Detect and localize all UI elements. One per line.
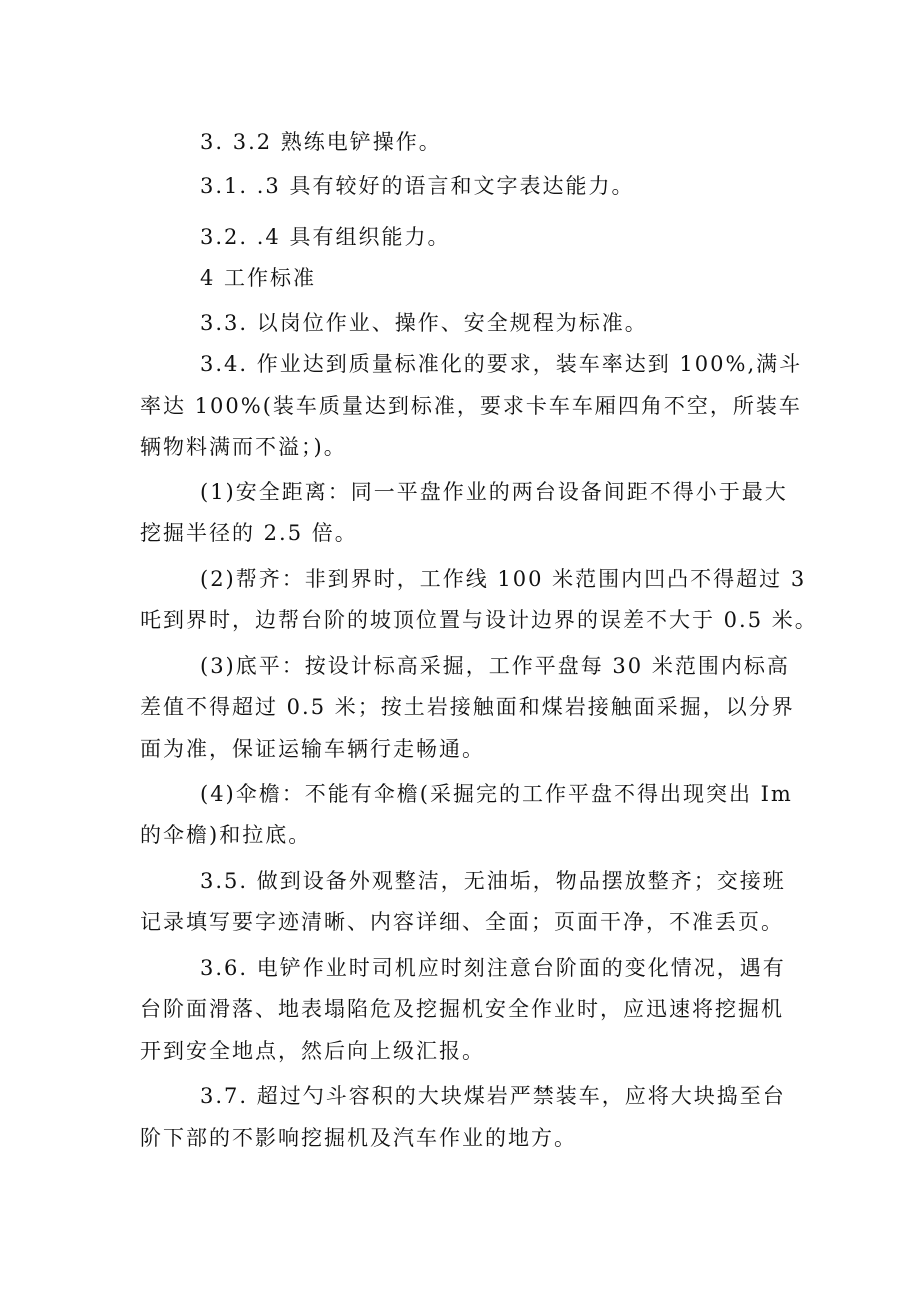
text-line: 面为准，保证运输车辆行走畅通。 [140,737,485,761]
text-line: 3.1. .3 具有较好的语言和文字表达能力。 [200,174,635,198]
text-line: 3.2. .4 具有组织能力。 [200,225,451,249]
text-line: 吒到界时，边帮台阶的坡顶位置与设计边界的误差不大于 0.5 米。 [140,608,818,632]
text-line: 开到安全地点，然后向上级汇报。 [140,1039,485,1063]
text-line: 3.4. 作业达到质量标准化的要求，装车率达到 100%,满斗 [200,352,803,376]
text-line: 记录填写要字迹清晰、内容详细、全面；页面干净，不准丢页。 [140,910,784,934]
text-line: (1)安全距离：同一平盘作业的两台设备间距不得小于最大 [200,480,788,504]
text-line: 台阶面滑落、地表塌陷危及挖掘机安全作业时，应迅速将挖掘机 [140,997,784,1021]
text-line: 3.5. 做到设备外观整洁，无油垢，物品摆放整齐；交接班 [200,869,786,893]
text-line: 挖掘半径的 2.5 倍。 [140,521,358,545]
text-line: 3.3. 以岗位作业、操作、安全规程为标准。 [200,311,648,335]
section-heading: 4 工作标准 [200,266,317,290]
text-line: (2)帮齐：非到界时，工作线 100 米范围内凹凸不得超过 3 [200,567,807,591]
text-line: 的伞檐)和拉底。 [140,823,312,847]
text-line: (4)伞檐：不能有伞檐(采掘完的工作平盘不得出现突出 Im [200,782,793,806]
text-line: 3.6. 电铲作业时司机应时刻注意台阶面的变化情况，遇有 [200,956,786,980]
text-line: 阶下部的不影响挖掘机及汽车作业的地方。 [140,1126,577,1150]
text-line: 辆物料满而不溢；)。 [140,435,347,459]
text-line: 3.7. 超过勺斗容积的大块煤岩严禁装车，应将大块捣至台 [200,1084,786,1108]
text-line: 差值不得超过 0.5 米；按土岩接触面和煤岩接触面采掘，以分界 [140,695,795,719]
text-line: 3. 3.2 熟练电铲操作。 [200,130,442,154]
text-line: 率达 100%(装车质量达到标准，要求卡车车厢四角不空，所装车 [140,394,802,418]
text-line: (3)底平：按设计标高采掘，工作平盘每 30 米范围内标高 [200,654,790,678]
